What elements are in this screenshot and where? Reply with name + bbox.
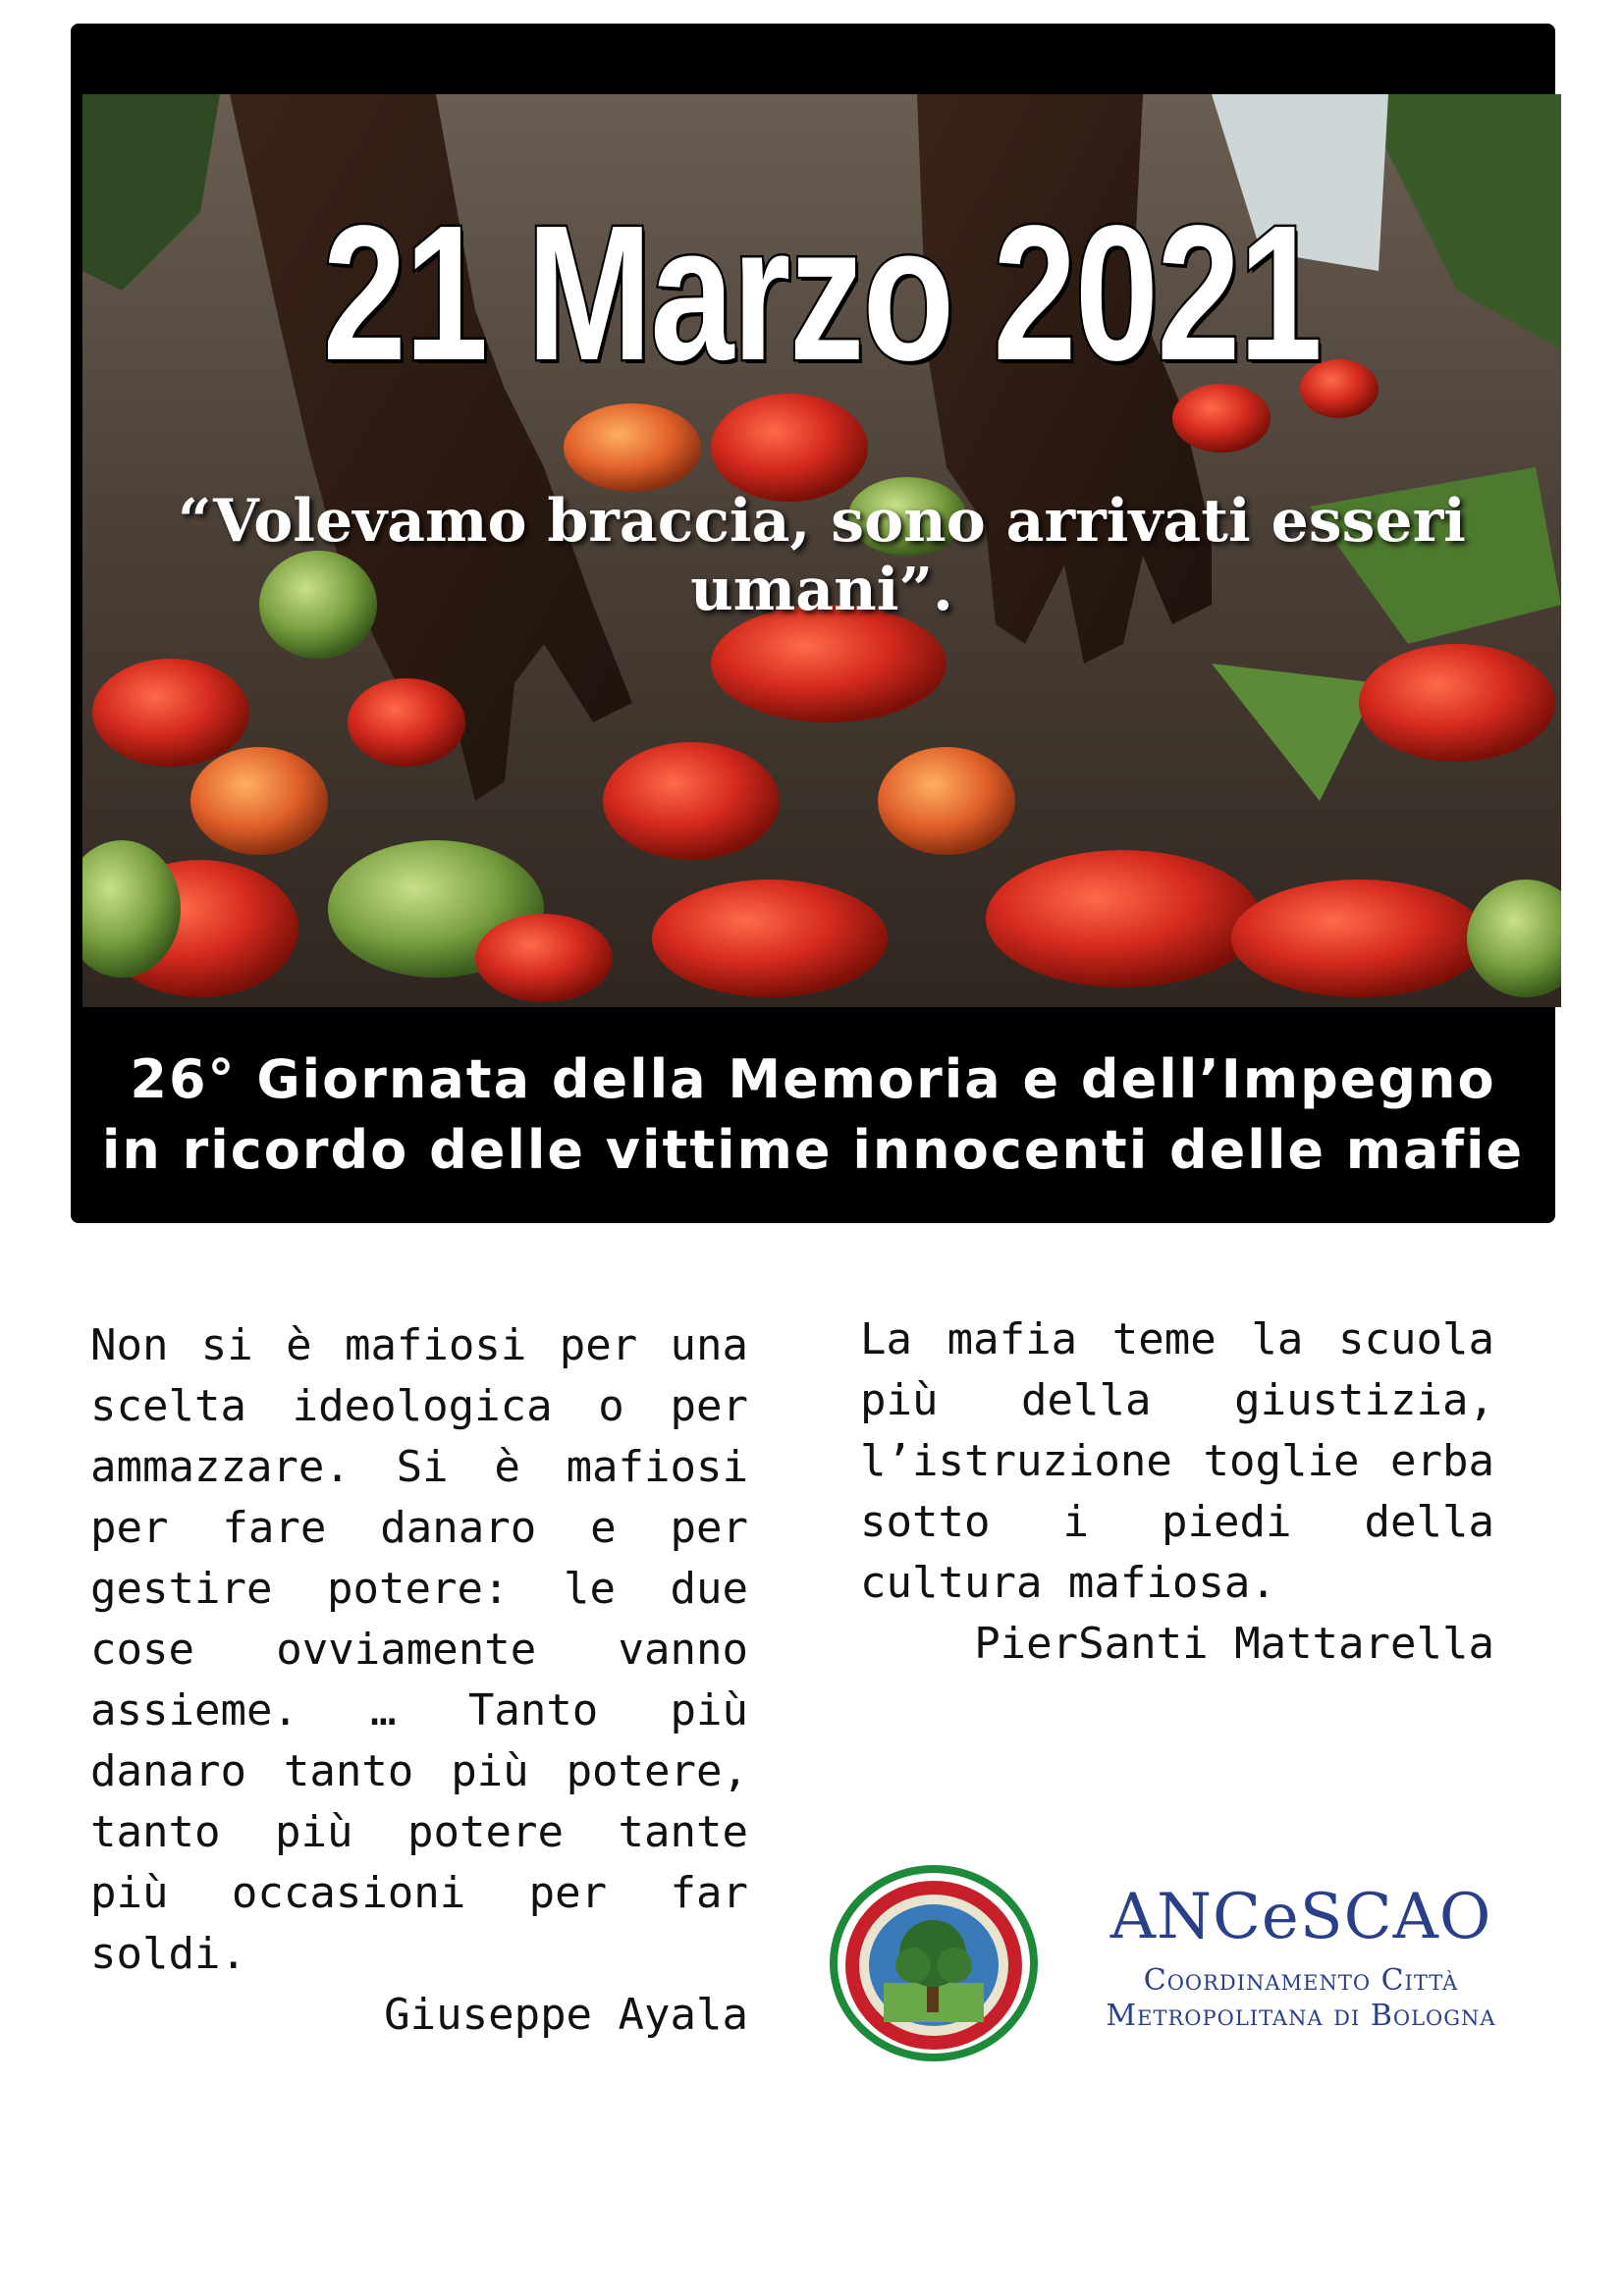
date-title: 21 Marzo 2021 [322,186,1322,400]
quote-text: “Volevamo braccia, sono arrivati esseri umani”. [178,487,1466,624]
organization-subtitle-2: Metropolitana di Bologna [1106,1999,1496,2033]
anceScao-emblem-logo [825,1855,1043,2063]
quote-ayala-text: Non si è mafiosi per una scelta ideologica o per ammazzare. Si è mafiosi per fare danaro e per gestire potere: le due cose ovviamente vanno assieme. … Tanto più danaro tanto più potere, tanto più potere tante più occasioni per far soldi. [90,1320,748,1979]
hands-tomatoes-photo [82,94,1561,1007]
quote-mattarella-text: La mafia teme la scuola più della giustizia, l’istruzione toglie erba sotto i piedi della cultura mafiosa. [860,1314,1494,1608]
quote-ayala-author: Giuseppe Ayala [384,1990,748,2040]
event-title: 26° Giornata della Memoria e dell’Impegno [130,1048,1496,1110]
event-subtitle: in ricordo delle vittime innocenti delle mafie [101,1119,1525,1181]
quote-ayala [90,1315,748,2046]
organization-name: ANCeSCAO [1109,1881,1492,1953]
quote-mattarella-author: PierSanti Mattarella [974,1619,1494,1669]
quote-mattarella [860,1309,1494,1675]
event-band [71,1044,1555,1186]
organization-subtitle-1: Coordinamento Città [1143,1963,1459,1998]
